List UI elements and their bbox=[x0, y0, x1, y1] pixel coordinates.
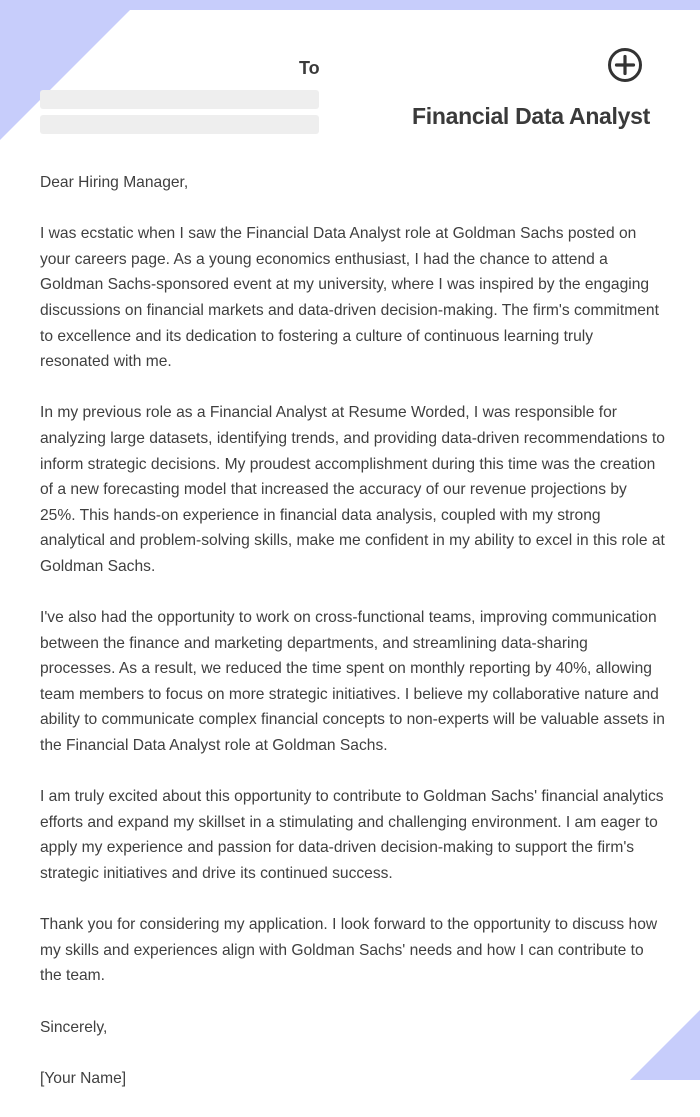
signature: [Your Name] bbox=[40, 1069, 127, 1087]
paragraph-4: I am truly excited about this opportunity to contribute to Goldman Sachs' financial analytics efforts and expand my skillset in a stimulating and challenging environment. I am eager to apply my experience and passion for data-driven decision-making to support the firm's strategic initiatives and drive its continued success. bbox=[40, 788, 664, 883]
paragraph-1: I was ecstatic when I saw the Financial Data Analyst role at Goldman Sachs posted on your careers page. As a young economics enthusiast, I had the chance to attend a Goldman Sachs-sponsored event at my university, where I was inspired by the engaging discussions on financial markets and data-driven decision-making. The firm's commitment to excellence and its dedication to fostering a culture of continuous learning truly resonated with me. bbox=[40, 225, 659, 371]
plus-circle-icon[interactable] bbox=[607, 47, 643, 83]
closing: Sincerely, bbox=[40, 1018, 108, 1036]
job-title: Financial Data Analyst bbox=[412, 103, 650, 129]
greeting: Dear Hiring Manager, bbox=[40, 174, 189, 191]
recipient-label: To bbox=[299, 58, 320, 78]
paragraph-2: In my previous role as a Financial Analyst at Resume Worded, I was responsible for analyzing large datasets, identifying trends, and providing data-driven recommendations to inform strategic decisions. My proudest accomplishment during this time was the creation of a new forecasting model that increased the accuracy of our revenue projections by 25%. This hands-on experience in financial data analysis, coupled with my strong analytical and problem-solving skills, make me confident in my ability to excel in this role at Goldman Sachs. bbox=[40, 404, 665, 575]
recipient-placeholder-line-1 bbox=[40, 90, 319, 109]
recipient-placeholder-line-2 bbox=[40, 115, 319, 134]
paragraph-5: Thank you for considering my application. I look forward to the opportunity to discuss how my skills and experiences align with Goldman Sachs' needs and how I can contribute to the team. bbox=[40, 916, 658, 985]
letter-body bbox=[40, 170, 665, 1117]
paragraph-3: I've also had the opportunity to work on cross-functional teams, improving communication between the finance and marketing departments, and streamlining data-sharing processes. As a result, we reduced the time spent on monthly reporting by 40%, allowing team members to focus on more strategic initiatives. I believe my collaborative nature and ability to communicate complex financial concepts to non-experts will be valuable assets in the Financial Data Analyst role at Goldman Sachs. bbox=[40, 609, 665, 755]
